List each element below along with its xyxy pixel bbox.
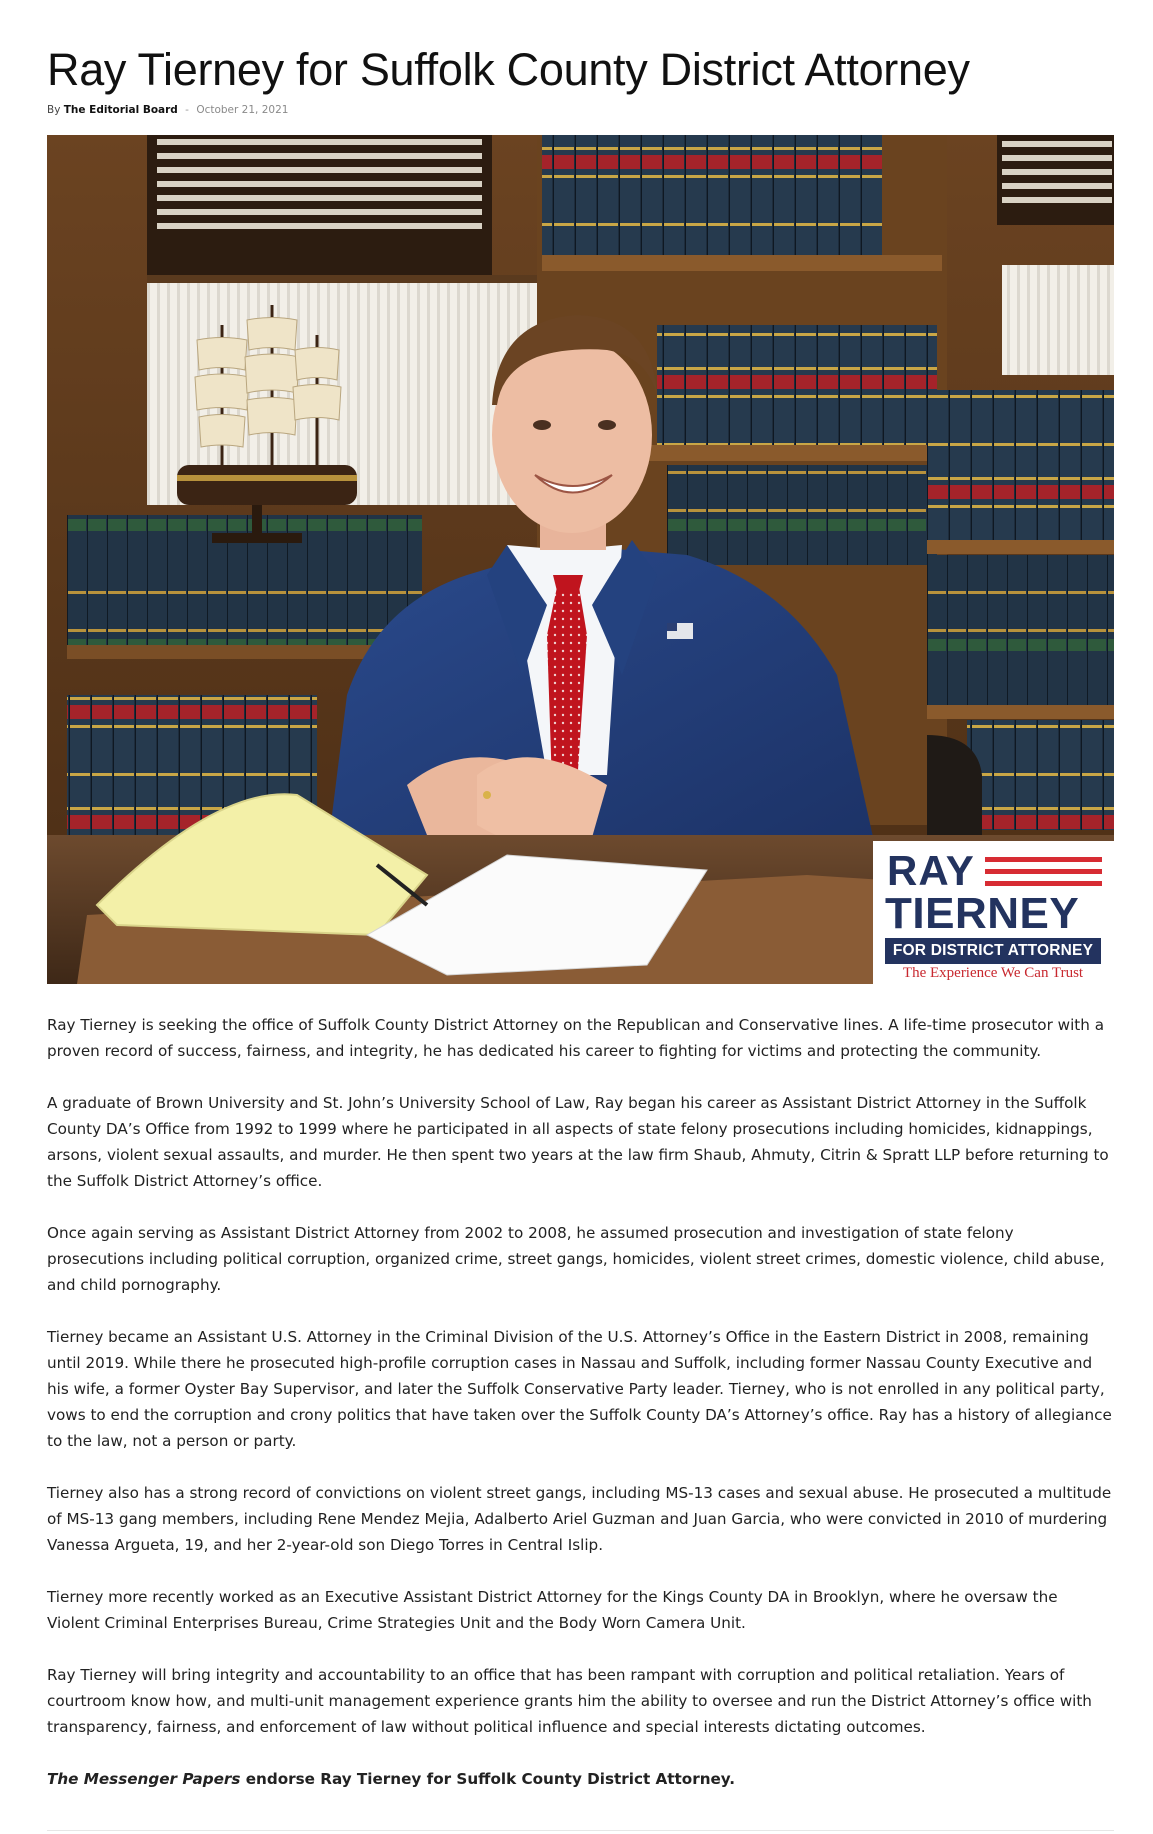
paragraph: Tierney more recently worked as an Executive Assistant District Attorney for the Kings County DA in Brooklyn, where he oversaw the Violent Criminal Enterprises Bureau, Crime Strategies Unit and the Body Worn Camera Unit. — [47, 1588, 1058, 1632]
paragraph: A graduate of Brown University and St. John’s University School of Law, Ray began his career as Assistant District Attorney in the Suffolk County DA’s Office from 1992 to 1999 where he participated in all aspects of state felony prosecutions including homicides, kidnappings, arsons, violent sexual assaults, and murder. He then spent two years at the law firm Shaub, Ahmuty, Citrin & Spratt LLP before returning to the Suffolk District Attorney’s office. — [47, 1094, 1109, 1190]
logo-stripe — [985, 857, 1102, 862]
endorsement-text: endorse Ray Tierney for Suffolk County District Attorney. — [240, 1770, 736, 1788]
bottom-divider — [47, 1830, 1114, 1831]
logo-stripe — [985, 869, 1102, 874]
author-link[interactable]: The Editorial Board — [63, 104, 178, 116]
campaign-logo-badge — [873, 841, 1114, 984]
logo-stripe — [985, 881, 1102, 886]
publish-date: October 21, 2021 — [196, 104, 289, 116]
byline-by-label: By — [47, 104, 61, 116]
paragraph: Tierney became an Assistant U.S. Attorney in the Criminal Division of the U.S. Attorney’s Office in the Eastern District in 2008, remaining until 2019. While there he prosecuted high-profile corruption cases in Nassau and Suffolk, including former Nassau County Executive and his wife, a former Oyster Bay Supervisor, and later the Suffolk Conservative Party leader. Tierney, who is not enrolled in any political party, vows to end the corruption and crony politics that have taken over the Suffolk County DA’s Attorney’s office. Ray has a history of allegiance to the law, not a person or party. — [47, 1328, 1112, 1450]
byline-separator: - — [185, 104, 189, 116]
logo-tierney: TIERNEY — [885, 889, 1080, 938]
paragraph: Once again serving as Assistant District Attorney from 2002 to 2008, he assumed prosecution and investigation of state felony prosecutions including political corruption, organized crime, street gangs, homicides, violent street crimes, domestic violence, child abuse, and child pornography. — [47, 1224, 1105, 1294]
logo-tagline: The Experience We Can Trust — [902, 965, 1084, 981]
paragraph: Ray Tierney will bring integrity and accountability to an office that has been rampant with corruption and political retaliation. Years of courtroom know how, and multi-unit management experience grants him the ability to oversee and run the District Attorney’s office with transparency, fairness, and enforcement of law without political influence and special interests dictating outcomes. — [47, 1666, 1092, 1736]
paragraph: Tierney also has a strong record of convictions on violent street gangs, including MS-13 cases and sexual abuse. He prosecuted a multitude of MS-13 gang members, including Rene Mendez Mejia, Adalberto Ariel Guzman and Juan Garcia, who were convicted in 2010 of murdering Vanessa Argueta, 19, and her 2-year-old son Diego Torres in Central Islip. — [47, 1484, 1112, 1554]
byline — [47, 103, 288, 117]
publication-name: The Messenger Papers — [47, 1770, 241, 1788]
featured-photo — [47, 135, 1114, 984]
logo-banner: FOR DISTRICT ATTORNEY — [885, 938, 1101, 964]
article-title: Ray Tierney for Suffolk County District Attorney — [47, 44, 970, 95]
logo-ray: RAY — [887, 847, 975, 894]
article-body — [47, 1012, 1114, 1818]
paragraph: Ray Tierney is seeking the office of Suffolk County District Attorney on the Republican and Conservative lines. A life-time prosecutor with a proven record of success, fairness, and integrity, he has dedicated his career to fighting for victims and protecting the community. — [47, 1016, 1105, 1060]
endorsement-statement — [47, 1766, 1114, 1792]
